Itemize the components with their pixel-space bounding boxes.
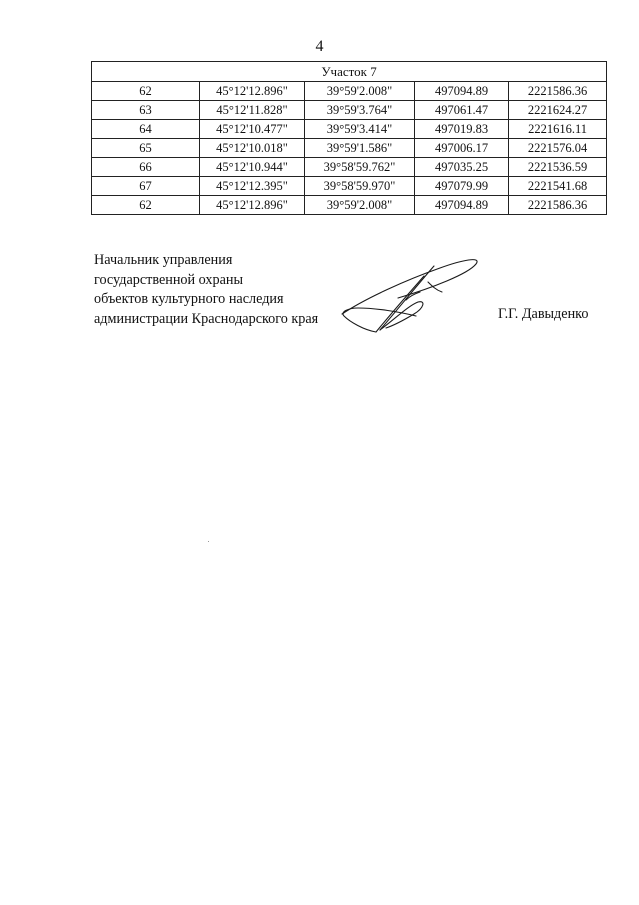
signatory-title-line: Начальник управления [94,252,233,268]
coordinates-table [91,61,607,215]
scan-speck [208,541,209,542]
x-coordinate-cell: 497094.89 [415,196,509,215]
point-number-cell: 65 [92,139,200,158]
signatory-title-line: государственной охраны [94,271,244,288]
table-row [92,82,607,101]
latitude-cell: 45°12'11.828" [200,101,305,120]
point-number-cell: 66 [92,158,200,177]
longitude-cell: 39°58'59.762" [305,158,415,177]
x-coordinate-cell: 497006.17 [415,139,509,158]
table-row [92,139,607,158]
latitude-cell: 45°12'12.395" [200,177,305,196]
point-number-cell: 67 [92,177,200,196]
table-row [92,158,607,177]
table-row [92,196,607,215]
point-number-cell: 62 [92,196,200,215]
signatory-title-line: администрации Краснодарского края [94,310,319,327]
latitude-cell: 45°12'10.477" [200,120,305,139]
table-caption: Участок 7 [92,62,607,82]
signatory-title [94,251,318,329]
longitude-cell: 39°59'2.008" [305,196,415,215]
y-coordinate-cell: 2221616.11 [509,120,607,139]
y-coordinate-cell: 2221624.27 [509,101,607,120]
latitude-cell: 45°12'12.896" [200,196,305,215]
latitude-cell: 45°12'10.018" [200,139,305,158]
y-coordinate-cell: 2221541.68 [509,177,607,196]
table-row [92,120,607,139]
x-coordinate-cell: 497019.83 [415,120,509,139]
y-coordinate-cell: 2221576.04 [509,139,607,158]
y-coordinate-cell: 2221586.36 [509,82,607,101]
table-caption-row [92,62,607,82]
y-coordinate-cell: 2221536.59 [509,158,607,177]
latitude-cell: 45°12'10.944" [200,158,305,177]
signer-name: Г.Г. Давыденко [498,306,589,322]
latitude-cell: 45°12'12.896" [200,82,305,101]
page-number: 4 [315,38,324,55]
longitude-cell: 39°58'59.970" [305,177,415,196]
x-coordinate-cell: 497094.89 [415,82,509,101]
longitude-cell: 39°59'3.414" [305,120,415,139]
longitude-cell: 39°59'3.764" [305,101,415,120]
x-coordinate-cell: 497079.99 [415,177,509,196]
table-row [92,177,607,196]
point-number-cell: 64 [92,120,200,139]
point-number-cell: 63 [92,101,200,120]
x-coordinate-cell: 497035.25 [415,158,509,177]
table-row [92,101,607,120]
y-coordinate-cell: 2221586.36 [509,196,607,215]
longitude-cell: 39°59'2.008" [305,82,415,101]
signatory-title-line: объектов культурного наследия [94,291,284,307]
longitude-cell: 39°59'1.586" [305,139,415,158]
point-number-cell: 62 [92,82,200,101]
handwritten-signature-icon [336,252,486,334]
x-coordinate-cell: 497061.47 [415,101,509,120]
